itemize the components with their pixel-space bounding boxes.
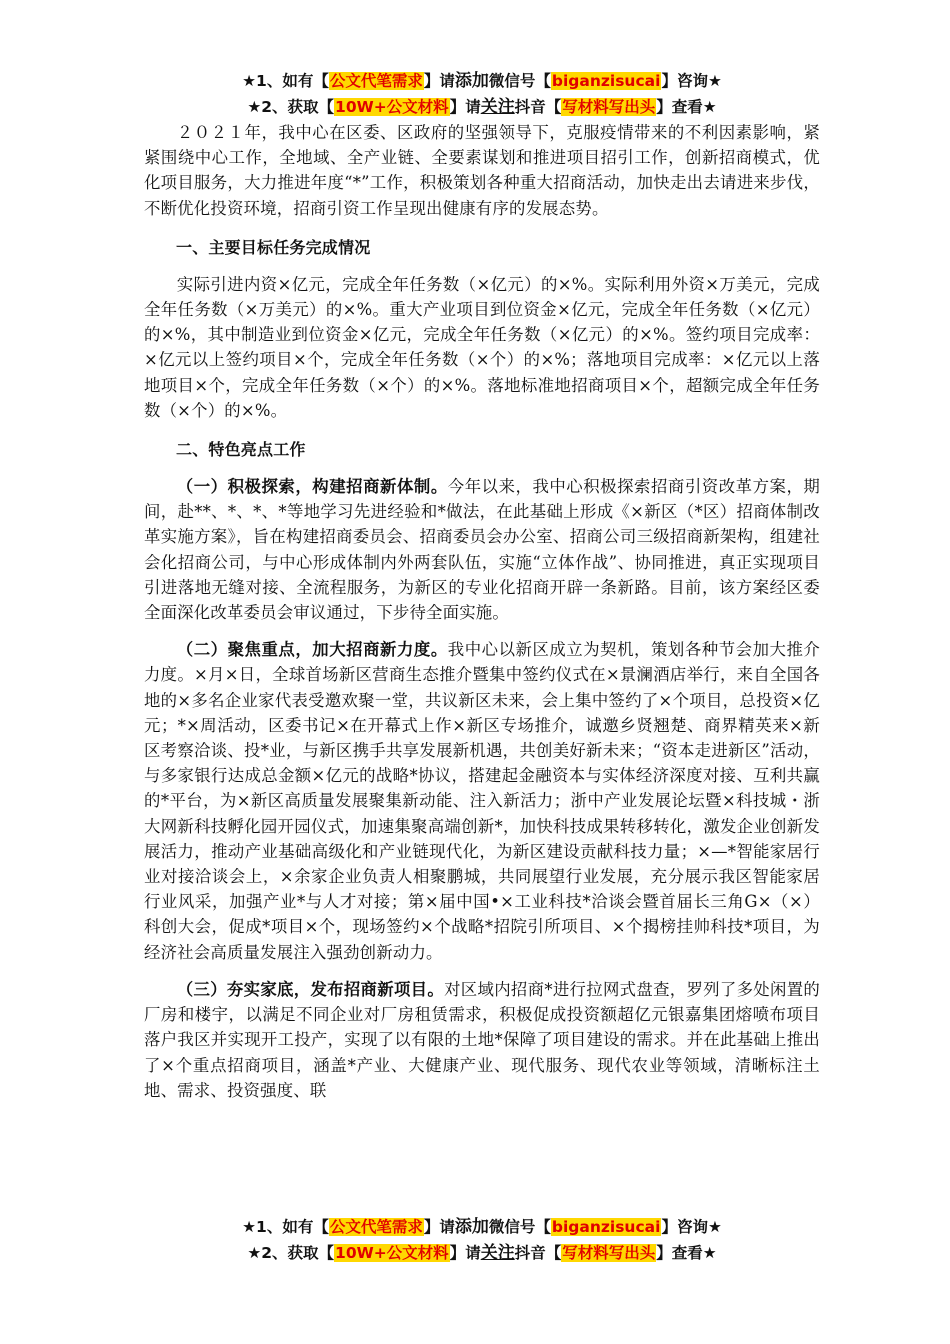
promo-text: 】请	[423, 72, 455, 90]
promo-emphasis: 关注	[480, 1243, 515, 1263]
promo-text: 微信号【	[488, 1218, 551, 1236]
promo-text: 】咨询★	[661, 72, 722, 90]
promo-banner-bottom	[144, 1214, 820, 1266]
promo-text: 】请	[449, 1244, 481, 1262]
item-text: 今年以来，我中心积极探索招商引资改革方案，期间，赴**、*、*、*等地学习先进经验和*做法，在此基础上形成《×新区（*区）招商体制改革实施方案》，旨在构建招商委员会、招商委员会办公室、招商公司三级招商新架构，组建社会化招商公司，与中心形成体制内外两套队伍，实施“立体作战”、协同推进，真正实现项目引进落地无缝对接、全流程服务，为新区的专业化招商开辟一条新路。目前，该方案经区委全面深化改革委员会审议通过，下步待全面实施。	[144, 477, 820, 623]
item-paragraph	[144, 474, 820, 625]
document-page	[144, 68, 820, 1103]
promo-emphasis: 添加	[454, 71, 489, 91]
promo-line-1	[144, 68, 820, 94]
promo-emphasis: 关注	[480, 97, 515, 117]
section-heading-2: 二、特色亮点工作	[176, 440, 306, 460]
item-lead: （二）聚焦重点，加大招商新力度。	[176, 640, 448, 660]
item-paragraph	[144, 637, 820, 965]
promo-text: 微信号【	[488, 72, 551, 90]
section-heading-1: 一、主要目标任务完成情况	[176, 237, 371, 257]
promo-text: 】查看★	[656, 98, 717, 116]
promo-highlight: 公文代笔需求	[329, 1218, 423, 1236]
promo-line-2	[144, 94, 820, 120]
promo-text: ★2、获取【	[247, 98, 335, 116]
promo-text: 抖音【	[514, 98, 562, 116]
promo-highlight: 公文代笔需求	[329, 72, 423, 90]
promo-text: ★1、如有【	[242, 72, 329, 90]
promo-banner-top	[144, 68, 820, 120]
promo-text: ★2、获取【	[247, 1244, 335, 1262]
promo-text: 抖音【	[514, 1244, 562, 1262]
document-body	[144, 120, 820, 1103]
promo-text: 】查看★	[656, 1244, 717, 1262]
promo-highlight: biganzisucai	[551, 1218, 661, 1236]
section-1-paragraph: 实际引进内资×亿元，完成全年任务数（×亿元）的×%。实际利用外资×万美元，完成全年任务数（×万美元）的×%。重大产业项目到位资金×亿元，完成全年任务数（×亿元）的×%，其中制造业到位资金×亿元，完成全年任务数（×亿元）的×%。签约项目完成率：×亿元以上签约项目×个，完成全年任务数（×个）的×%；落地项目完成率：×亿元以上落地项目×个，完成全年任务数（×个）的×%。落地标准地招商项目×个，超额完成全年任务数（×个）的×%。	[144, 274, 820, 420]
promo-text: 】咨询★	[661, 1218, 722, 1236]
item-text: 我中心以新区成立为契机，策划各种节会加大推介力度。×月×日，全球首场新区营商生态推介暨集中签约仪式在×景澜酒店举行，来自全国各地的×多名企业家代表受邀欢聚一堂，共议新区未来，会上集中签约了×个项目，总投资×亿元；*×周活动，区委书记×在开幕式上作×新区专场推介，诚邀乡贤翘楚、商界精英来×新区考察洽谈、投*业，与新区携手共享发展新机遇，共创美好新未来；“资本走进新区”活动，与多家银行达成总金额×亿元的战略*协议，搭建起金融资本与实体经济深度对接、互利共赢的*平台，为×新区高质量发展聚集新动能、注入新活力；浙中产业发展论坛暨×科技城・浙大网新科技孵化园开园仪式，加速集聚高端创新*，加快科技成果转移转化，激发企业创新发展活力，推动产业基础高级化和产业链现代化，为新区建设贡献科技力量；×—*智能家居行业对接洽谈会上，×余家企业负责人相聚鹏城，共同展望行业发展，充分展示我区智能家居行业风采，加强产业*与人才对接；第×届中国•×工业科技*洽谈会暨首届长三角G×（×）科创大会，促成*项目×个，现场签约×个战略*招院引所项目、×个揭榜挂帅科技*项目，为经济社会高质量发展注入强劲创新动力。	[144, 640, 820, 962]
promo-line-2	[144, 1240, 820, 1266]
item-lead: （三）夯实家底，发布招商新项目。	[176, 979, 445, 999]
promo-text: 】请	[449, 98, 481, 116]
promo-highlight: 写材料写出头	[562, 1244, 656, 1262]
promo-text: 】请	[423, 1218, 455, 1236]
item-lead: （一）积极探索，构建招商新体制。	[176, 477, 448, 497]
promo-highlight: 写材料写出头	[562, 98, 656, 116]
promo-highlight: 10W+公文材料	[335, 1244, 449, 1262]
intro-paragraph: ２０２１年，我中心在区委、区政府的坚强领导下，克服疫情带来的不利因素影响，紧紧围绕中心工作，全地域、全产业链、全要素谋划和推进项目招引工作，创新招商模式，优化项目服务，大力推进年度“*”工作，积极策划各种重大招商活动，加快走出去请进来步伐，不断优化投资环境，招商引资工作呈现出健康有序的发展态势。	[144, 123, 820, 218]
promo-highlight: biganzisucai	[551, 72, 661, 90]
promo-emphasis: 添加	[454, 1217, 489, 1237]
promo-text: ★1、如有【	[242, 1218, 329, 1236]
item-text: 对区域内招商*进行拉网式盘查，罗列了多处闲置的厂房和楼宇，以满足不同企业对厂房租赁需求，积极促成投资额超亿元银嘉集团熔喷布项目落户我区并实现开工投产，实现了以有限的土地*保障了项目建设的需求。并在此基础上推出了×个重点招商项目，涵盖*产业、大健康产业、现代服务、现代农业等领域，清晰标注土地、需求、投资强度、联	[144, 979, 821, 1100]
promo-highlight: 10W+公文材料	[335, 98, 449, 116]
item-paragraph	[144, 977, 820, 1103]
promo-line-1	[144, 1214, 820, 1240]
